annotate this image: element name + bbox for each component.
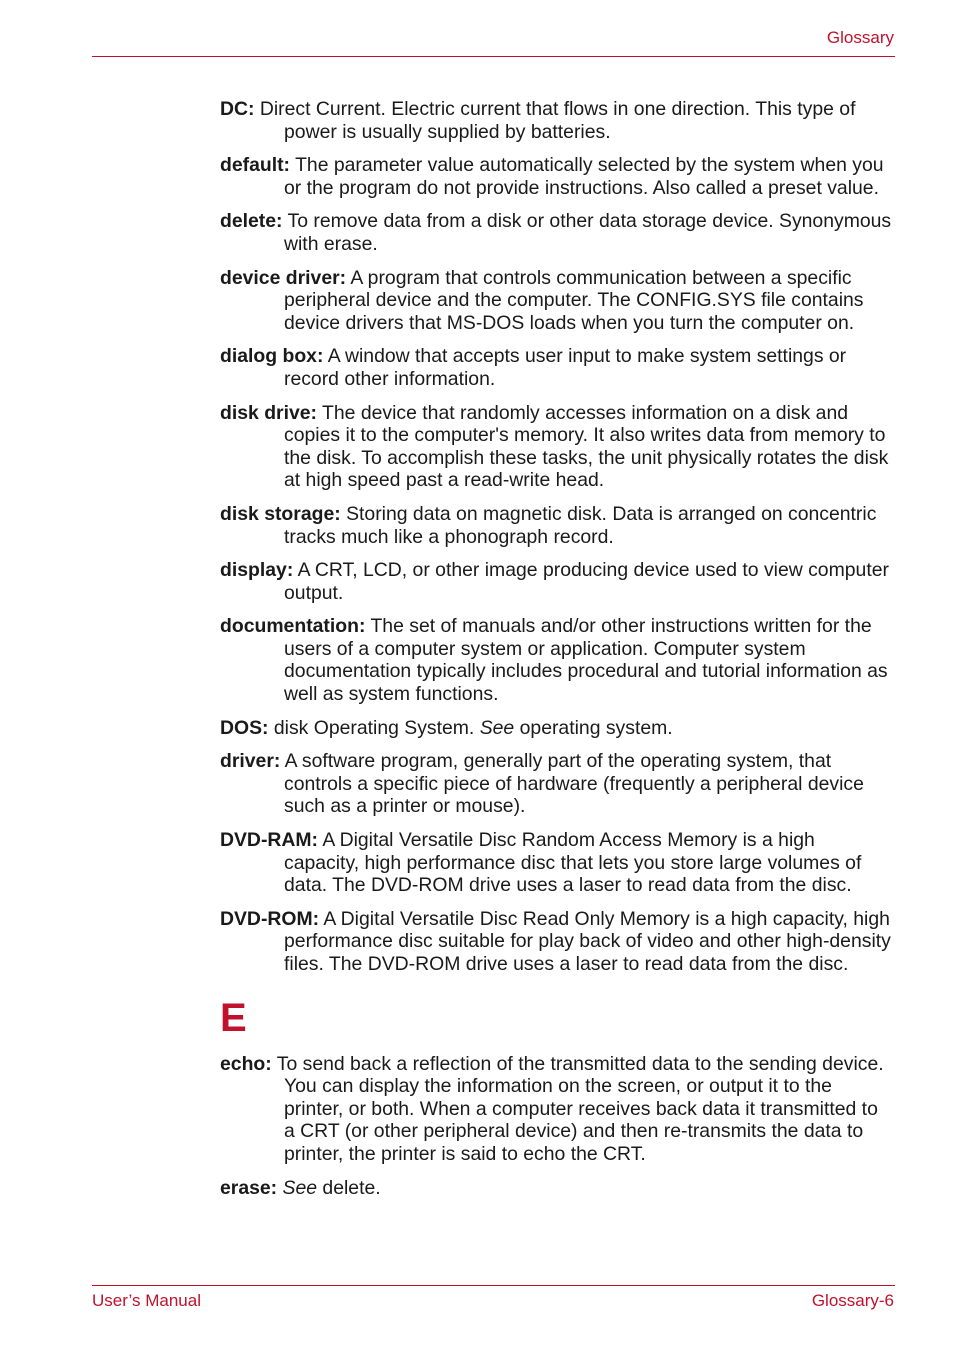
glossary-entry: [220, 154, 892, 199]
glossary-definition: A program that controls communication between a specific peripheral device and the computer. The CONFIG.SYS file contains device drivers that MS-DOS loads when you turn the computer on.: [284, 266, 864, 334]
footer-page-number: Glossary-6: [811, 1291, 894, 1310]
glossary-definition: disk Operating System.: [268, 716, 480, 739]
glossary-definition: delete.: [317, 1176, 381, 1199]
glossary-term: DC:: [220, 98, 255, 120]
footer-manual-title: User’s Manual: [92, 1291, 201, 1310]
glossary-entry: [220, 267, 892, 335]
glossary-entry: [220, 750, 892, 818]
see-reference: See: [282, 1176, 318, 1199]
glossary-term: disk storage:: [220, 502, 341, 525]
section-heading-letter: E: [220, 995, 247, 1040]
glossary-term: delete:: [220, 210, 283, 233]
glossary-definition: A window that accepts user input to make system settings or record other information.: [284, 345, 847, 390]
glossary-term: display:: [220, 559, 294, 582]
glossary-term: DVD-ROM:: [220, 907, 320, 930]
header-section-label: Glossary: [826, 28, 894, 47]
glossary-entry: [220, 908, 892, 976]
glossary-entry: [220, 503, 892, 548]
glossary-term: documentation:: [220, 615, 366, 638]
glossary-term: dialog box:: [220, 345, 324, 368]
glossary-definition: Storing data on magnetic disk. Data is arranged on concentric tracks much like a phonograph record.: [284, 502, 877, 548]
glossary-term: default:: [220, 154, 291, 177]
glossary-definition: A Digital Versatile Disc Random Access Memory is a high capacity, high performance disc that lets you store large volumes of data. The DVD-ROM drive uses a laser to read data from the disc.: [284, 829, 862, 897]
glossary-term: DOS:: [220, 716, 269, 739]
glossary-definition: A Digital Versatile Disc Read Only Memory is a high capacity, high performance disc suitable for play back of video and other high-density files. The DVD-ROM drive uses a laser to read data from the disc.: [284, 907, 891, 975]
glossary-content: [220, 98, 892, 1210]
glossary-entry: [220, 1053, 892, 1166]
glossary-entry: [220, 98, 892, 143]
glossary-term: device driver:: [220, 266, 347, 289]
footer-rule: [92, 1285, 895, 1286]
see-reference: See: [479, 716, 515, 739]
glossary-term: erase:: [220, 1176, 278, 1199]
glossary-term: echo:: [220, 1052, 272, 1075]
glossary-term: disk drive:: [220, 401, 317, 424]
glossary-term: DVD-RAM:: [220, 829, 319, 852]
glossary-definition: The parameter value automatically selected by the system when you or the program do not provide instructions. Also called a preset value.: [284, 154, 884, 199]
glossary-entry: [220, 402, 892, 492]
glossary-definition: Direct Current. Electric current that flows in one direction. This type of power is usually supplied by batteries.: [254, 98, 856, 143]
glossary-definition: A software program, generally part of the operating system, that controls a specific piece of hardware (frequently a peripheral device such as a printer or mouse).: [280, 750, 864, 818]
glossary-term: driver:: [220, 750, 281, 773]
glossary-definition: The device that randomly accesses information on a disk and copies it to the computer's memory. It also writes data from memory to the disk. To accomplish these tasks, the unit physically rotates the disk at high speed past a read-write head.: [284, 401, 889, 492]
glossary-entry: [220, 717, 892, 740]
header-rule: [92, 56, 895, 57]
glossary-entry: [220, 559, 892, 604]
glossary-definition: operating system.: [514, 716, 673, 739]
glossary-entry: [220, 615, 892, 705]
glossary-entry: [220, 345, 892, 390]
glossary-definition: To send back a reflection of the transmitted data to the sending device. You can display the information on the screen, or output it to the printer, or both. When a computer receives back data it transmitted to a CRT (or other peripheral device) and then re-transmits the data to printer, the printer is said to echo the CRT.: [271, 1052, 884, 1165]
glossary-entry: [220, 210, 892, 255]
glossary-definition: The set of manuals and/or other instructions written for the users of a computer system or application. Computer system documentation typically includes procedural and tutorial information as well as system functions.: [284, 615, 888, 706]
glossary-entry: [220, 829, 892, 897]
glossary-definition: To remove data from a disk or other data storage device. Synonymous with erase.: [282, 210, 892, 255]
glossary-definition: A CRT, LCD, or other image producing device used to view computer output.: [284, 559, 889, 604]
glossary-entry: [220, 1177, 892, 1200]
